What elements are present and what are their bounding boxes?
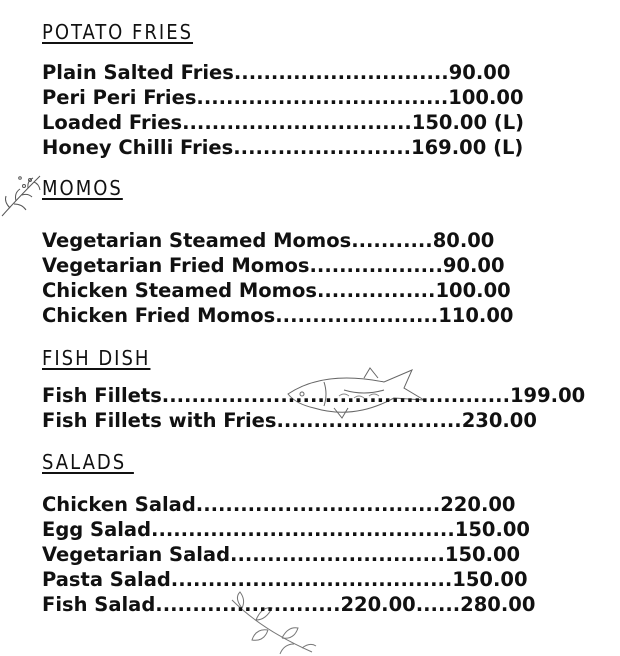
menu-item-fish-fillets: Fish Fillets...............................................199.00 xyxy=(42,384,586,407)
menu-item-honey-chilli-fries: Honey Chilli Fries........................169.00 (L) xyxy=(42,136,524,159)
menu-item-vegetarian-salad: Vegetarian Salad.............................150.00 xyxy=(42,543,521,566)
menu-item-chicken-fried-momos: Chicken Fried Momos......................110.00 xyxy=(42,304,514,327)
menu-item-vegetarian-fried-momos: Vegetarian Fried Momos..................90.00 xyxy=(42,254,505,277)
section-heading-fish-dish: FISH DISH xyxy=(42,346,151,370)
menu-item-chicken-steamed-momos: Chicken Steamed Momos................100.00 xyxy=(42,279,511,302)
menu-item-vegetarian-steamed-momos: Vegetarian Steamed Momos...........80.00 xyxy=(42,229,495,252)
section-heading-momos: MOMOS xyxy=(42,176,123,200)
section-heading-potato-fries: POTATO FRIES xyxy=(42,20,194,44)
menu-item-egg-salad: Egg Salad.........................................150.00 xyxy=(42,518,530,541)
menu-item-fish-salad: Fish Salad.........................220.00......280.00 xyxy=(42,593,536,616)
menu-item-chicken-salad: Chicken Salad.................................220.00 xyxy=(42,493,516,516)
menu-item-plain-salted-fries: Plain Salted Fries.............................90.00 xyxy=(42,61,511,84)
menu-item-fish-fillets-with-fries: Fish Fillets with Fries.........................230.00 xyxy=(42,409,537,432)
menu-item-loaded-fries: Loaded Fries...............................150.00 (L) xyxy=(42,111,525,134)
menu-item-pasta-salad: Pasta Salad......................................150.00 xyxy=(42,568,528,591)
leaf-sprig-icon xyxy=(0,168,44,220)
section-heading-salads: SALADS xyxy=(42,450,134,474)
menu-item-peri-peri-fries: Peri Peri Fries..................................100.00 xyxy=(42,86,524,109)
